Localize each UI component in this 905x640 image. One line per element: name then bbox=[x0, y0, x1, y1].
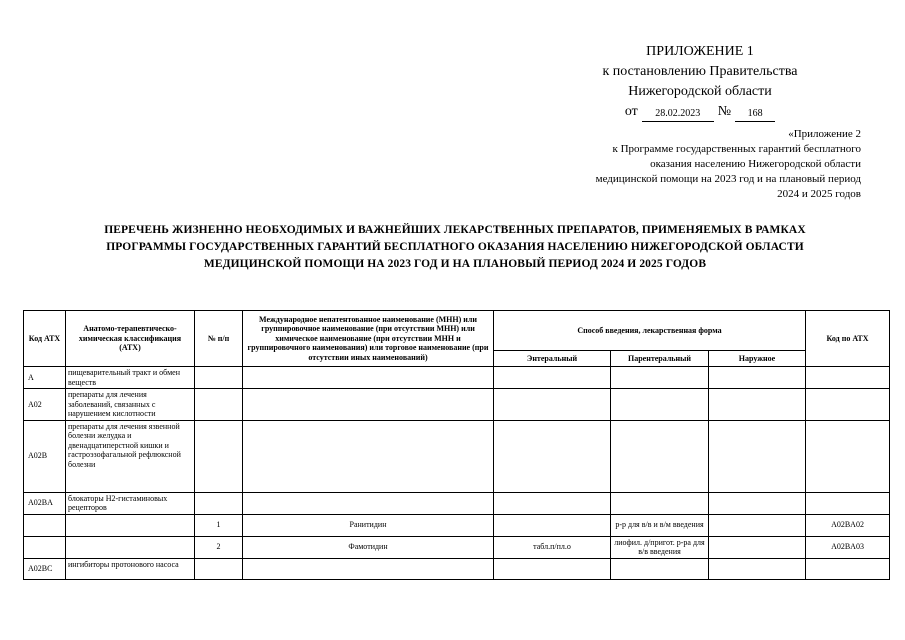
cell-drug-name: Ранитидин bbox=[243, 514, 494, 536]
title-line2: ПРОГРАММЫ ГОСУДАРСТВЕННЫХ ГАРАНТИЙ БЕСПЛАТНОГО ОКАЗАНИЯ НАСЕЛЕНИЮ НИЖЕГОРОДСКОЙ ОБЛАСТИ bbox=[106, 241, 804, 253]
number-label: № bbox=[717, 104, 732, 119]
program-ref-line4: медицинской помощи на 2023 год и на плановый период bbox=[595, 173, 861, 185]
cell-parenteral: р-р для в/в и в/м введения bbox=[611, 514, 709, 536]
cell-number bbox=[195, 420, 243, 492]
header-parenteral: Парентеральный bbox=[611, 351, 709, 367]
cell-atc-code bbox=[806, 420, 890, 492]
cell-code: A02B bbox=[24, 420, 66, 492]
cell-code: A02BC bbox=[24, 558, 66, 579]
cell-number bbox=[195, 389, 243, 421]
cell-atc-code bbox=[806, 492, 890, 514]
cell-parenteral bbox=[611, 558, 709, 579]
program-reference bbox=[521, 127, 861, 202]
cell-number bbox=[195, 367, 243, 389]
cell-classification: препараты для лечения заболеваний, связанных с нарушением кислотности bbox=[66, 389, 195, 421]
table-row bbox=[24, 367, 890, 389]
cell-code: A02BA bbox=[24, 492, 66, 514]
cell-parenteral bbox=[611, 420, 709, 492]
cell-drug-name bbox=[243, 492, 494, 514]
cell-drug-name bbox=[243, 367, 494, 389]
cell-external bbox=[709, 514, 806, 536]
cell-atc-code bbox=[806, 389, 890, 421]
cell-enteral bbox=[494, 367, 611, 389]
cell-external bbox=[709, 492, 806, 514]
cell-code: A02 bbox=[24, 389, 66, 421]
cell-enteral bbox=[494, 420, 611, 492]
table-row bbox=[24, 492, 890, 514]
header-code: Код АТХ bbox=[24, 311, 66, 367]
cell-external bbox=[709, 536, 806, 558]
cell-code bbox=[24, 514, 66, 536]
cell-enteral: табл.п/пл.о bbox=[494, 536, 611, 558]
cell-atc-code bbox=[806, 367, 890, 389]
cell-number: 1 bbox=[195, 514, 243, 536]
header-classification: Анатомо-терапевтическо-химическая классификация (АТХ) bbox=[66, 311, 195, 367]
cell-external bbox=[709, 389, 806, 421]
cell-code bbox=[24, 536, 66, 558]
appendix-line3: Нижегородской области bbox=[628, 84, 772, 99]
table-row bbox=[24, 514, 890, 536]
cell-code: A bbox=[24, 367, 66, 389]
cell-number bbox=[195, 492, 243, 514]
table-row bbox=[24, 536, 890, 558]
header-drug-name: Международное непатентованное наименование (МНН) или группировочное наименование (при отсутствии МНН) или химическое наименование (при отсутствии МНН и группировочного наименования) или торговое наименование (при отсутствии иных наименований) bbox=[243, 311, 494, 367]
header-number: № п/п bbox=[195, 311, 243, 367]
program-ref-line2: к Программе государственных гарантий бесплатного bbox=[612, 143, 861, 155]
cell-atc-code: A02BA03 bbox=[806, 536, 890, 558]
appendix-header bbox=[560, 42, 840, 122]
header-external: Наружное bbox=[709, 351, 806, 367]
header-route: Способ введения, лекарственная форма bbox=[494, 311, 806, 351]
cell-atc-code: A02BA02 bbox=[806, 514, 890, 536]
program-ref-line1: «Приложение 2 bbox=[788, 128, 861, 140]
cell-parenteral bbox=[611, 367, 709, 389]
cell-drug-name bbox=[243, 558, 494, 579]
header-atc-code: Код по АТХ bbox=[806, 311, 890, 367]
title-line3: МЕДИЦИНСКОЙ ПОМОЩИ НА 2023 ГОД И НА ПЛАНОВЫЙ ПЕРИОД 2024 И 2025 ГОДОВ bbox=[203, 258, 707, 270]
cell-enteral bbox=[494, 514, 611, 536]
table-row bbox=[24, 420, 890, 492]
cell-parenteral bbox=[611, 492, 709, 514]
cell-classification bbox=[66, 514, 195, 536]
decree-number: 168 bbox=[735, 107, 775, 122]
cell-classification bbox=[66, 536, 195, 558]
appendix-title: ПРИЛОЖЕНИЕ 1 bbox=[646, 44, 754, 59]
cell-classification: пищеварительный тракт и обмен веществ bbox=[66, 367, 195, 389]
cell-enteral bbox=[494, 558, 611, 579]
cell-external bbox=[709, 367, 806, 389]
cell-atc-code bbox=[806, 558, 890, 579]
cell-enteral bbox=[494, 389, 611, 421]
cell-number bbox=[195, 558, 243, 579]
document-title bbox=[70, 222, 840, 273]
cell-parenteral bbox=[611, 389, 709, 421]
cell-external bbox=[709, 558, 806, 579]
appendix-date-row bbox=[560, 102, 840, 122]
table-row bbox=[24, 389, 890, 421]
decree-date: 28.02.2023 bbox=[642, 107, 714, 122]
drug-list-table bbox=[23, 310, 890, 580]
cell-external bbox=[709, 420, 806, 492]
cell-number: 2 bbox=[195, 536, 243, 558]
cell-drug-name: Фамотидин bbox=[243, 536, 494, 558]
appendix-line2: к постановлению Правительства bbox=[602, 64, 798, 79]
cell-drug-name bbox=[243, 389, 494, 421]
header-enteral: Энтеральный bbox=[494, 351, 611, 367]
cell-parenteral: лиофил. д/пригот. р-ра для в/в введения bbox=[611, 536, 709, 558]
cell-classification: блокаторы H2-гистаминовых рецепторов bbox=[66, 492, 195, 514]
cell-classification: ингибиторы протонового насоса bbox=[66, 558, 195, 579]
cell-enteral bbox=[494, 492, 611, 514]
cell-drug-name bbox=[243, 420, 494, 492]
title-line1: ПЕРЕЧЕНЬ ЖИЗНЕННО НЕОБХОДИМЫХ И ВАЖНЕЙШИХ ЛЕКАРСТВЕННЫХ ПРЕПАРАТОВ, ПРИМЕНЯЕМЫХ В РАМКАХ bbox=[104, 224, 806, 236]
program-ref-line3: оказания населению Нижегородской области bbox=[650, 158, 861, 170]
cell-classification: препараты для лечения язвенной болезни желудка и двенадцатиперстной кишки и гастроэзофагальной рефлюксной болезни bbox=[66, 420, 195, 492]
from-label: от bbox=[624, 104, 638, 119]
program-ref-line5: 2024 и 2025 годов bbox=[777, 188, 861, 200]
table-row bbox=[24, 558, 890, 579]
